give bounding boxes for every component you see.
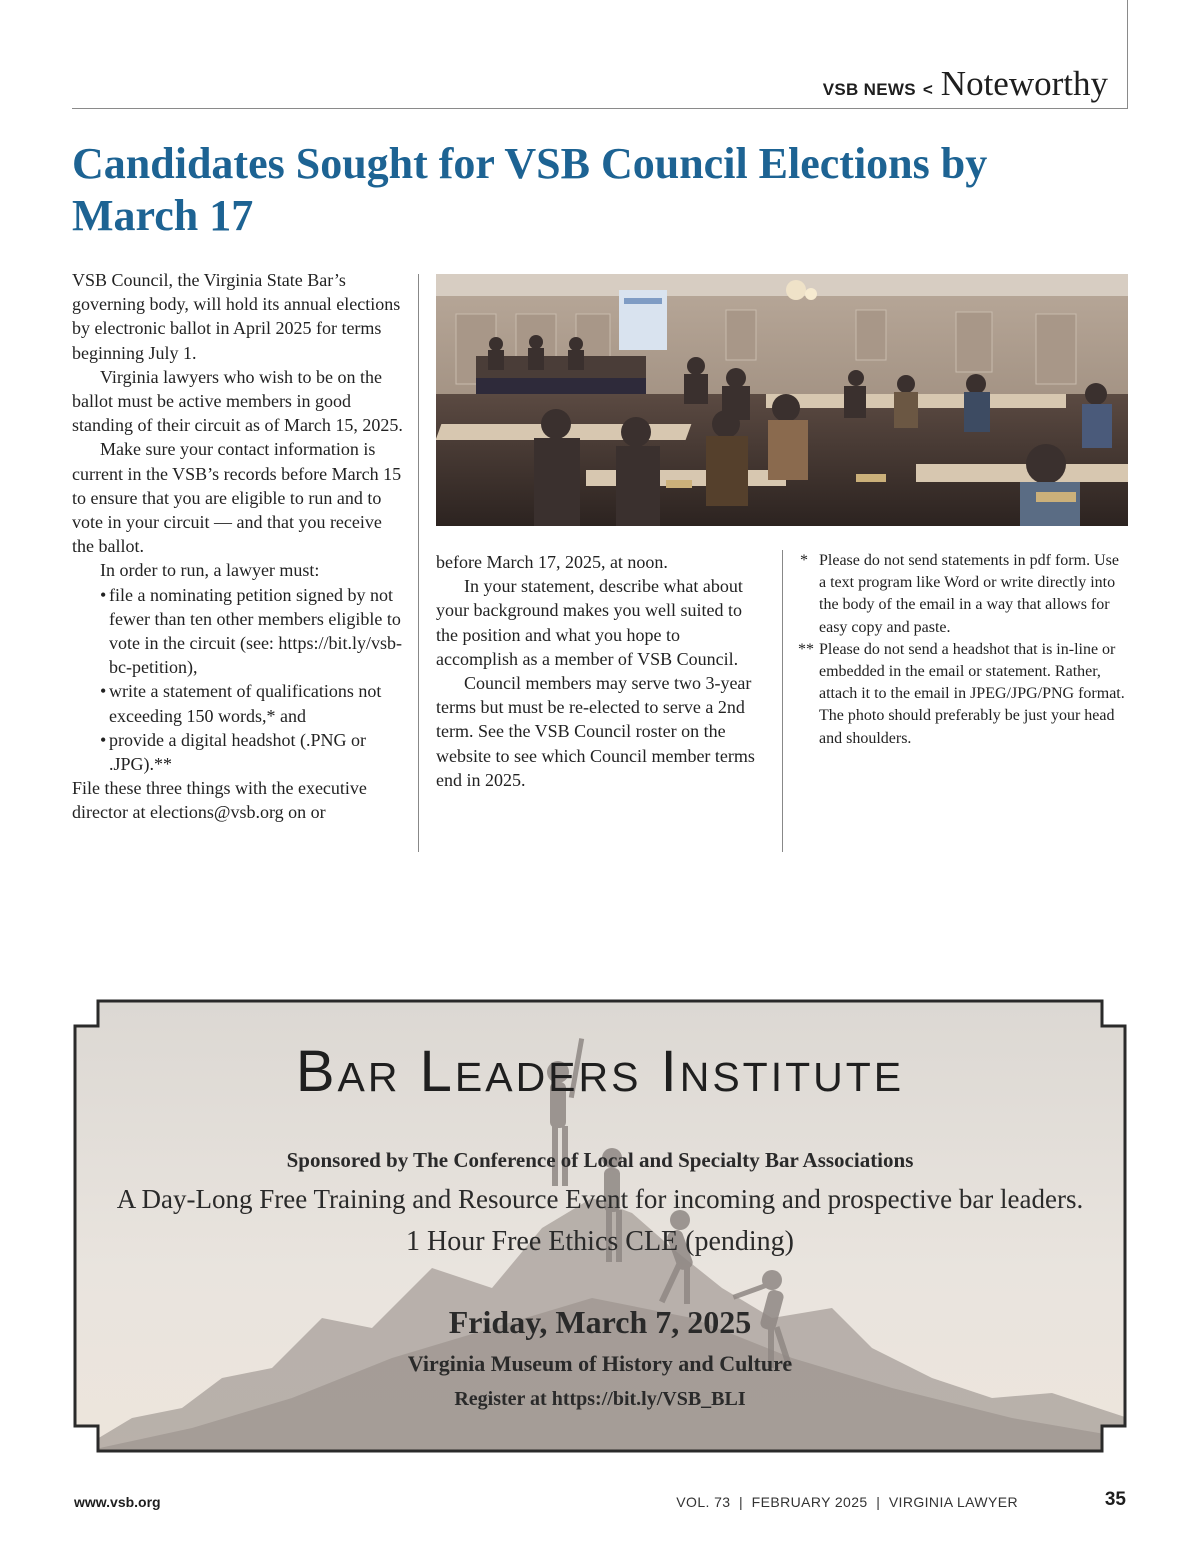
ad-cle: 1 Hour Free Ethics CLE (pending) [405,1226,795,1257]
footer-website[interactable]: www.vsb.org [74,1494,161,1510]
paragraph: File these three things with the executive director at elections@vsb.org on or [72,778,367,823]
list-item: • provide a digital headshot (.PNG or .JPG).** [72,728,404,776]
article-column-1 [72,268,404,825]
ad-sponsor: Sponsored by The Conference of Local and Specialty Bar Associations [286,1148,914,1172]
list-item: • write a statement of qualifications not exceeding 150 words,* and [72,679,404,727]
footnote [798,639,1130,750]
footnote-text: Please do not send statements in pdf form. Use a text program like Word or write directly into the body of the email in a way that allows for easy copy and paste. [819,552,1119,636]
ad-tagline: A Day-Long Free Training and Resource Event for incoming and prospective bar leaders. [116,1184,1084,1214]
footnote-mark: * [800,552,808,569]
paragraph: VSB Council, the Virginia State Bar’s governing body, will hold its annual elections by electronic ballot in April 2025 for terms beginning July 1. [72,270,401,363]
requirements-list [72,583,404,777]
footnote [798,550,1130,639]
paragraph: Make sure your contact information is current in the VSB’s records before March 15 to ensure that you are eligible to run and to vote in your circuit — and that you receive the ballot. [72,439,402,557]
column-divider [782,550,783,852]
ad-title: Bar Leaders Institute [295,1039,905,1104]
ad-register-link[interactable]: Register at https://bit.ly/VSB_BLI [454,1388,746,1410]
masthead-text: VOL. 73 | FEBRUARY 2025 | VIRGINIA LAWYER [676,1494,1018,1510]
paragraph: before March 17, 2025, at noon. [436,552,668,572]
ad-venue: Virginia Museum of History and Culture [407,1351,793,1376]
footnote-mark: ** [798,640,814,658]
section-prefix: VSB NEWS [822,80,916,99]
header-vertical-rule [1127,0,1128,109]
paragraph: In your statement, describe what about your background makes you well suited to the position and what you hope to accomplish as a member of VSB Council. [436,576,743,669]
section-name: Noteworthy [940,64,1108,103]
ad-date: Friday, March 7, 2025 [448,1304,752,1340]
list-item: • file a nominating petition signed by not fewer than ten other members eligible to vote in the circuit (see: https://bit.ly/vsb-bc-petition), [72,583,404,680]
page-number: 35 [1104,1489,1126,1510]
bar-leaders-institute-ad [72,998,1128,1454]
paragraph: In order to run, a lawyer must: [100,560,320,581]
section-header [823,64,1108,104]
footer-masthead [676,1494,1018,1510]
article-title: Candidates Sought for VSB Council Elections by March 17 [72,139,988,240]
council-meeting-photo [436,274,1128,526]
paragraph: Virginia lawyers who wish to be on the ballot must be active members in good standing of their circuit as of March 15, 2025. [72,366,403,436]
footnote-text: Please do not send a headshot that is in-line or embedded in the email or statement. Rather, attach it to the email in JPEG/JPG/PNG format. The photo should preferably be just your head and shoulders. [819,640,1125,747]
column-divider [418,274,419,852]
paragraph: Council members may serve two 3-year terms but must be re-elected to serve a 2nd term. See the VSB Council roster on the website to see which Council member terms end in 2025. [436,673,755,790]
section-separator: < [922,80,933,99]
header-rule [72,108,1128,109]
footnotes [798,550,1130,750]
article-column-2 [436,550,766,792]
